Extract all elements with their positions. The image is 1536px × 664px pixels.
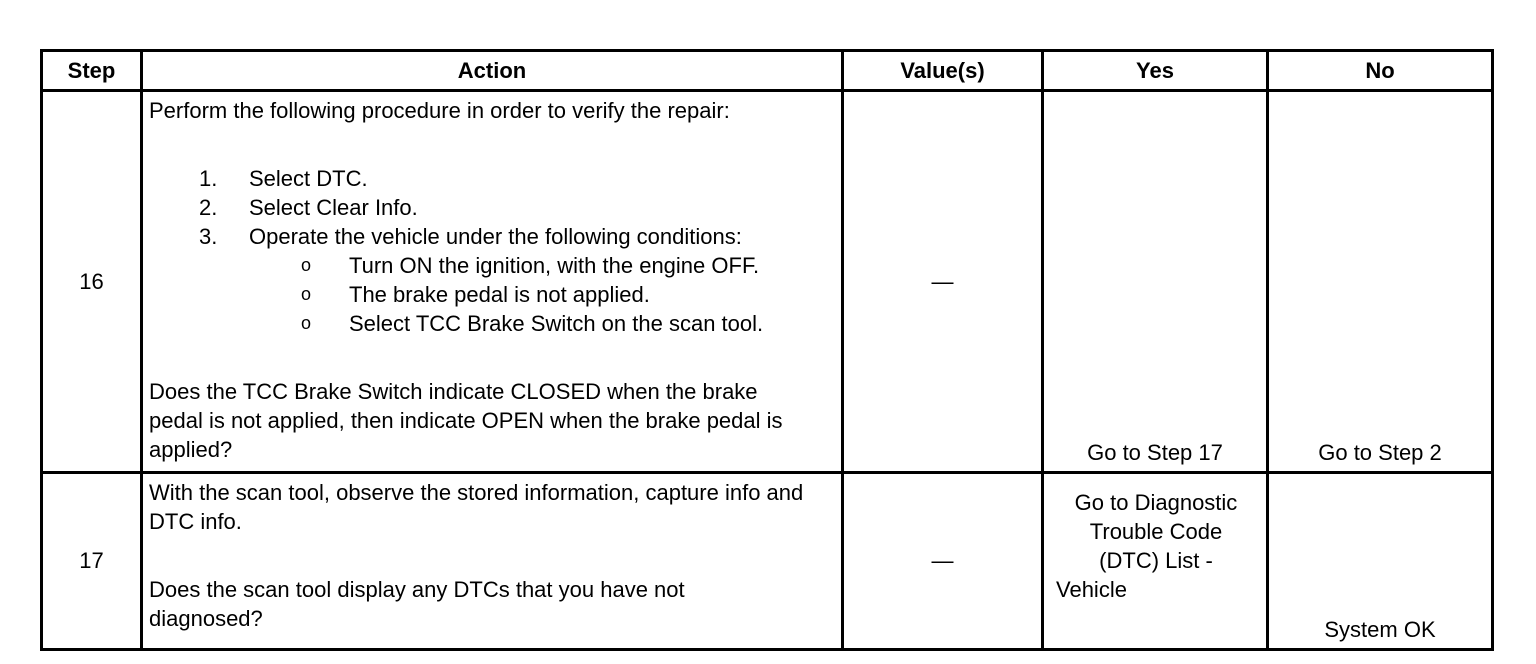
list-item-text: Select Clear Info. (249, 195, 418, 220)
diagnostic-table (40, 49, 1494, 651)
action-question: Does the TCC Brake Switch indicate CLOSED when the brake pedal is not applied, then indicate OPEN when the brake pedal is applied? (149, 379, 783, 462)
header-step: Step (42, 51, 142, 91)
yes-line: Trouble Code (1089, 519, 1223, 544)
list-item-text: Select DTC. (249, 166, 368, 191)
list-item (149, 193, 835, 222)
value-cell: — (843, 91, 1043, 473)
value-cell: — (843, 473, 1043, 650)
bullet-item (149, 251, 835, 280)
bullet-marker: o (301, 284, 312, 304)
no-cell: Go to Step 2 (1268, 91, 1493, 473)
yes-cell: Go to Step 17 (1043, 91, 1268, 473)
list-item-text: Operate the vehicle under the following conditions: (249, 224, 742, 249)
action-intro: With the scan tool, observe the stored information, capture info and DTC info. (149, 480, 804, 534)
action-cell (142, 473, 843, 650)
bullet-text: Turn ON the ignition, with the engine OFF. (349, 253, 760, 278)
action-intro: Perform the following procedure in order to verify the repair: (149, 98, 730, 123)
table-row (42, 473, 1493, 650)
list-item (149, 164, 835, 193)
header-row (42, 51, 1493, 91)
list-number: 2. (199, 195, 218, 220)
bullet-item (149, 280, 835, 309)
diagnostic-table-container (40, 49, 1488, 651)
action-cell (142, 91, 843, 473)
action-question: Does the scan tool display any DTCs that you have not diagnosed? (149, 577, 685, 631)
yes-line: (DTC) List - (1099, 548, 1213, 573)
header-yes: Yes (1043, 51, 1268, 91)
yes-cell (1043, 473, 1268, 650)
header-action: Action (142, 51, 843, 91)
bullet-text: The brake pedal is not applied. (349, 282, 650, 307)
list-number: 1. (199, 166, 218, 191)
numbered-list (149, 164, 835, 338)
bullet-marker: o (301, 255, 312, 275)
header-values: Value(s) (843, 51, 1043, 91)
list-item (149, 222, 835, 338)
table-row (42, 91, 1493, 473)
list-number: 3. (199, 224, 218, 249)
yes-line: Vehicle (1056, 577, 1127, 602)
bullet-marker: o (301, 313, 312, 333)
header-no: No (1268, 51, 1493, 91)
yes-line: Go to Diagnostic (1074, 490, 1238, 515)
step-number: 16 (42, 91, 142, 473)
no-cell: System OK (1268, 473, 1493, 650)
bullet-item (149, 309, 835, 338)
bullet-list (249, 251, 835, 338)
step-number: 17 (42, 473, 142, 650)
bullet-text: Select TCC Brake Switch on the scan tool. (349, 311, 764, 336)
